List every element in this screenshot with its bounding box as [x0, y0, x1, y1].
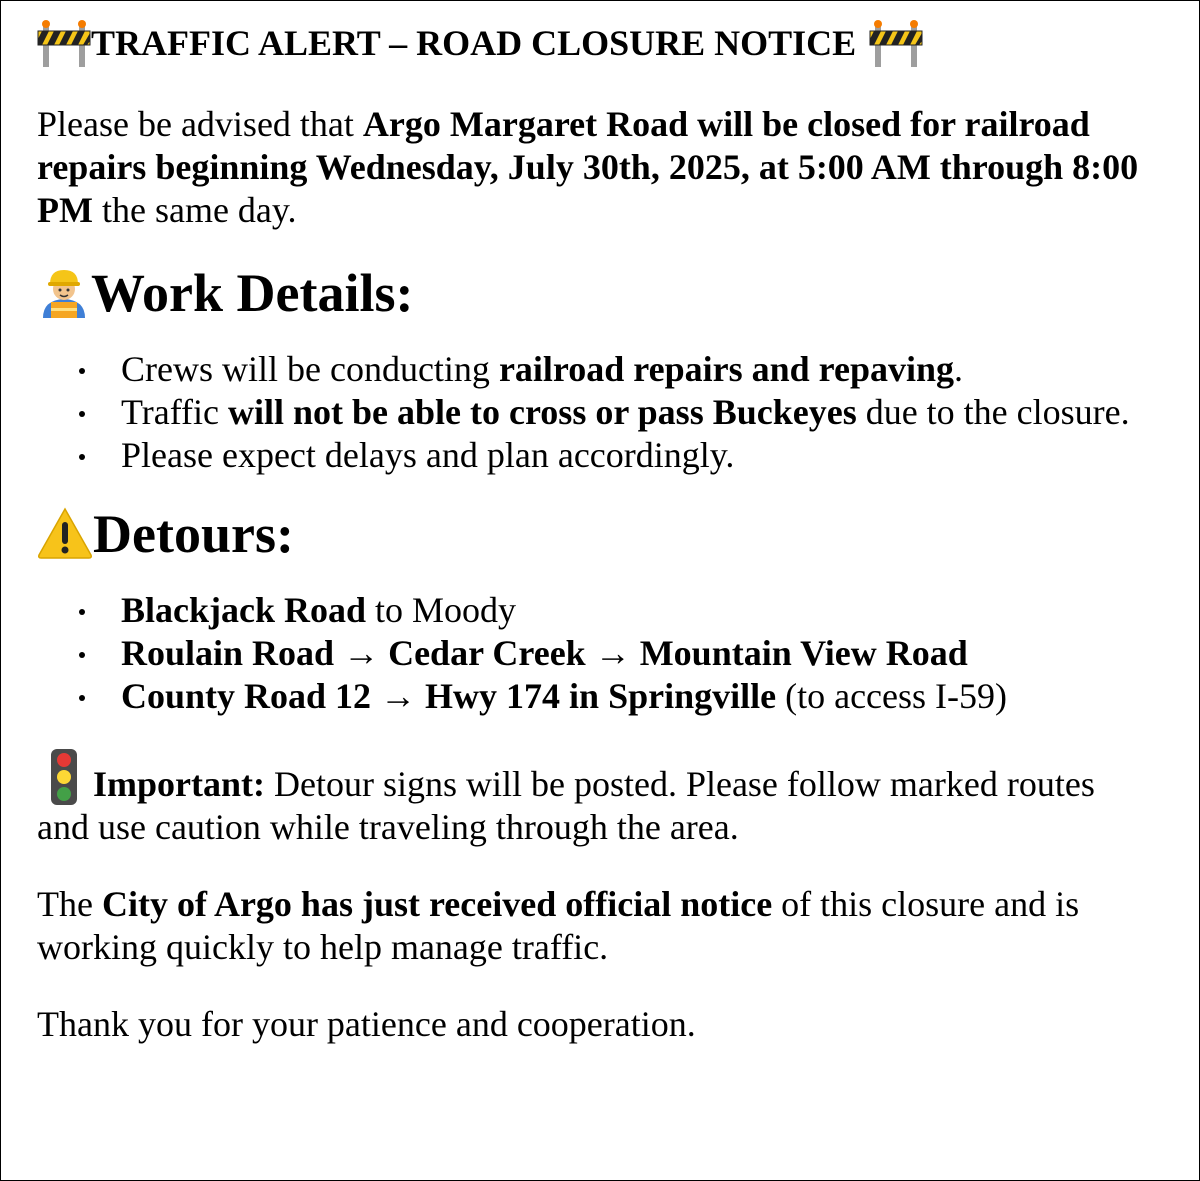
list-item	[121, 675, 1147, 718]
construction-worker-icon	[37, 266, 91, 318]
item-bold: will not be able to cross or pass Buckeyes	[228, 392, 857, 432]
city-notice-suffix: of this closure and is working quickly to help manage traffic.	[37, 884, 1080, 967]
item-suffix: .	[953, 349, 963, 389]
item-bold: County Road 12 → Hwy 174 in Springville	[121, 676, 777, 716]
list-item	[121, 632, 1147, 675]
intro-suffix: the same day.	[92, 190, 297, 230]
list-item	[121, 434, 1147, 477]
detours-heading	[37, 504, 1147, 564]
traffic-light-icon	[37, 748, 93, 806]
item-text: Please expect delays and plan accordingly.	[121, 435, 735, 475]
important-label: Important:	[93, 764, 265, 804]
list-item	[121, 391, 1147, 434]
list-item	[121, 348, 1147, 391]
notice-title	[37, 19, 1147, 67]
closing-paragraph: Thank you for your patience and cooperation.	[37, 1004, 696, 1044]
notice-content	[37, 19, 1147, 1046]
item-text: Crews will be conducting	[121, 349, 499, 389]
detours-list	[37, 589, 1147, 718]
intro-prefix: Please be advised that	[37, 104, 363, 144]
item-bold: Roulain Road → Cedar Creek → Mountain View Road	[121, 633, 968, 673]
intro-bold: Argo Margaret Road will be closed for railroad repairs beginning Wednesday, July 30th, 2025, at 5:00 AM through 8:00 PM	[37, 104, 1139, 230]
item-bold: railroad repairs and repaving	[498, 349, 954, 389]
city-notice-prefix: The	[37, 884, 102, 924]
work-details-heading-text: Work Details:	[91, 263, 414, 323]
item-text: Traffic	[121, 392, 228, 432]
list-item	[121, 589, 1147, 632]
construction-barrier-icon	[37, 19, 91, 67]
important-paragraph	[37, 748, 1147, 849]
city-notice-bold: City of Argo has just received official notice	[101, 884, 773, 924]
item-suffix: due to the closure.	[856, 392, 1130, 432]
city-notice-paragraph	[37, 883, 1147, 969]
construction-barrier-icon	[869, 19, 923, 67]
item-suffix: to Moody	[366, 590, 517, 630]
item-suffix: (to access I-59)	[776, 676, 1007, 716]
warning-icon	[37, 507, 93, 559]
work-details-list	[37, 348, 1147, 477]
intro-paragraph	[37, 103, 1147, 232]
important-text: Detour signs will be posted. Please follow marked routes and use caution while traveling through the area.	[37, 764, 1095, 847]
detours-heading-text: Detours:	[93, 504, 294, 564]
work-details-heading	[37, 263, 1147, 323]
title-text: TRAFFIC ALERT – ROAD CLOSURE NOTICE	[91, 23, 857, 63]
item-bold: Blackjack Road	[121, 590, 367, 630]
